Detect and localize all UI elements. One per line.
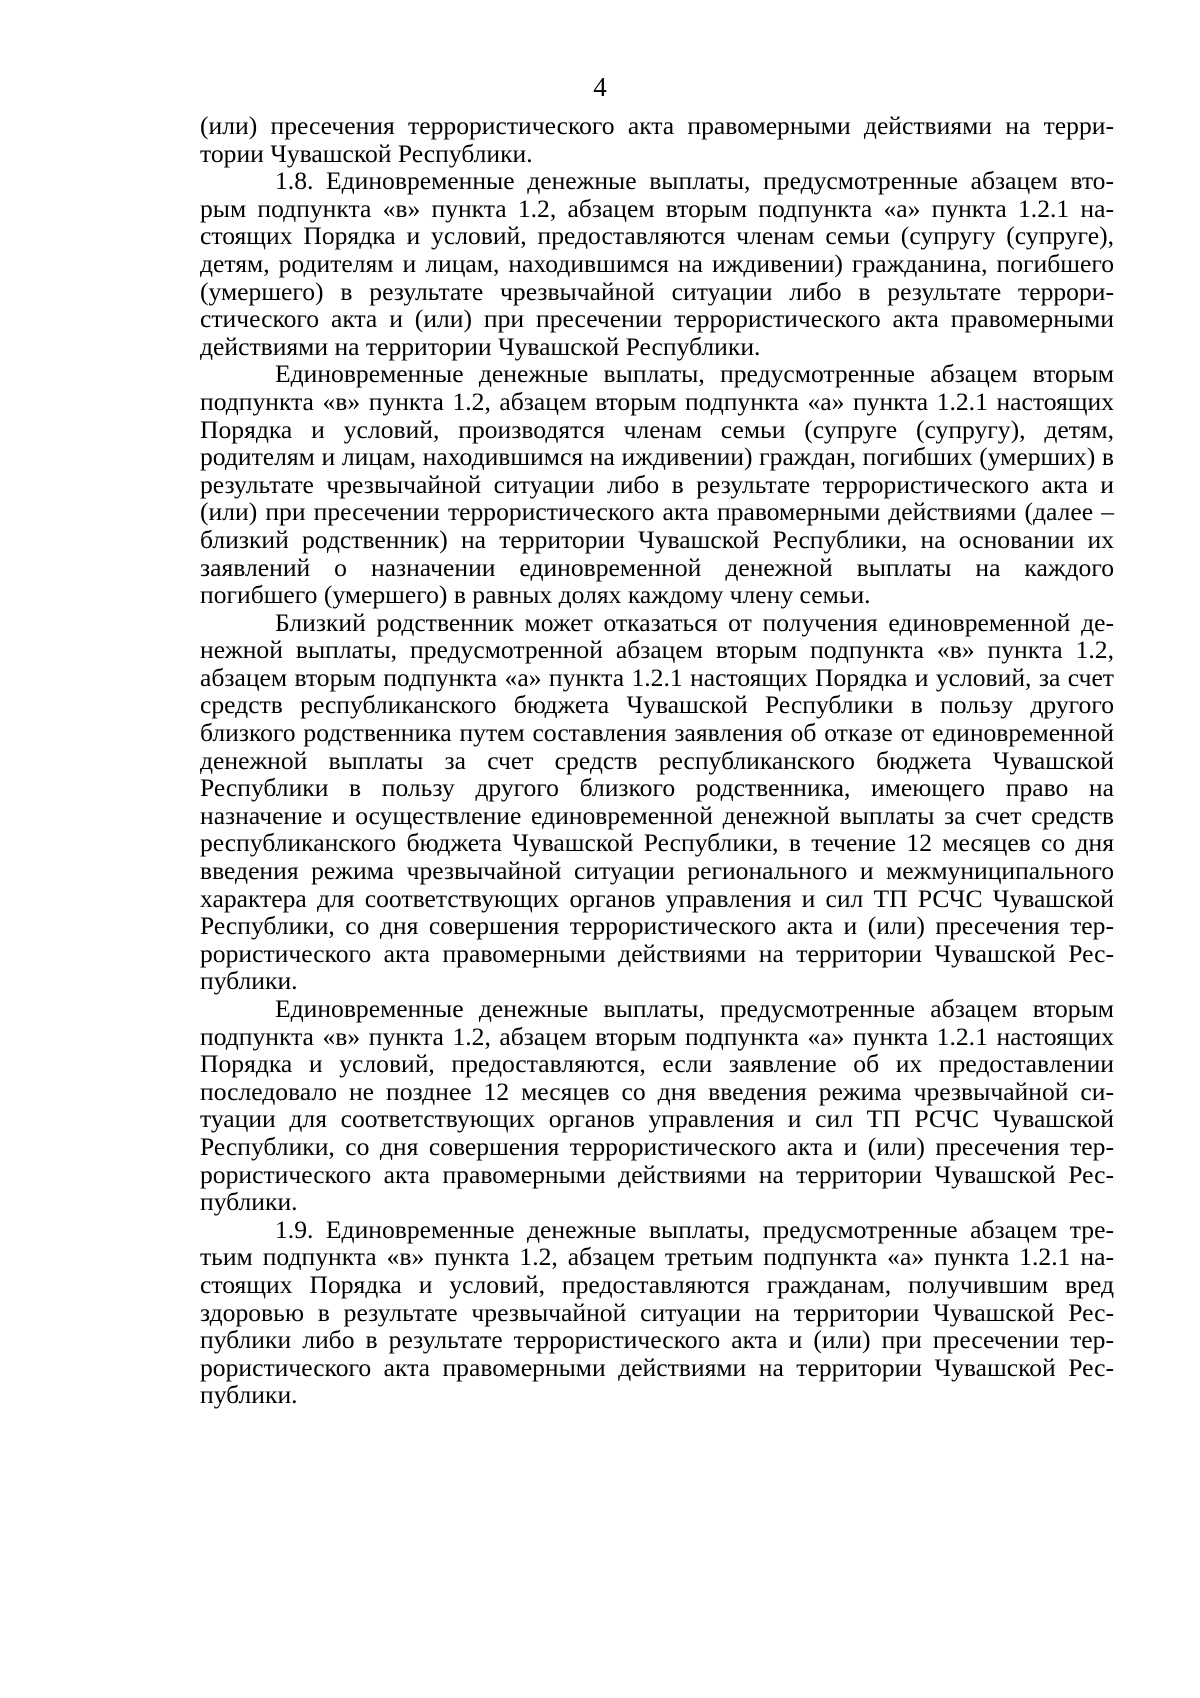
paragraph-continuation: (или) пресечения террористического акта правомерными действиями на территории Чувашской Республики. (200, 111, 1114, 168)
paragraph-1-8: 1.8. Единовременные денежные выплаты, предусмотренные абзацем вторым подпункта «в» пункта 1.2, абзацем вторым подпункта «а» пункта 1.2.1 настоящих Порядка и условий, предоставляются членам семьи (супругу (супруге), детям, родителям и лицам, находившимся на иждивении) гражданина, погибшего (умершего) в результате чрезвычайной ситуации либо в результате террористического акта и (или) при пресечении террористического акта правомерными действиями на территории Чувашской Республики. (200, 166, 1114, 361)
document-body (200, 112, 1114, 1409)
paragraph-relative-refusal: Близкий родственник может отказаться от получения единовременной денежной выплаты, предусмотренной абзацем вторым подпункта «в» пункта 1.2, абзацем вторым подпункта «а» пункта 1.2.1 настоящих Порядка и условий, за счет средств республиканского бюджета Чувашской Республики в пользу другого близкого родственника путем составления заявления об отказе от единовременной денежной выплаты за счет средств республиканского бюджета Чувашской Республики в пользу другого близкого родственника, имеющего право на назначение и осуществление единовременной денежной выплаты за счет средств республиканского бюджета Чувашской Республики, в течение 12 месяцев со дня введения режима чрезвычайной ситуации регионального и межмуниципального характера для соответствующих органов управления и сил ТП РСЧС Чувашской Республики, со дня совершения террористического акта и (или) пресечения террористического акта правомерными действиями на территории Чувашской Республики. (200, 607, 1114, 996)
paragraph-1-9: 1.9. Единовременные денежные выплаты, предусмотренные абзацем третьим подпункта «в» пункта 1.2, абзацем третьим подпункта «а» пункта 1.2.1 настоящих Порядка и условий, предоставляются гражданам, получившим вред здоровью в результате чрезвычайной ситуации на территории Чувашской Республики либо в результате террористического акта и (или) при пресечении террористического акта правомерными действиями на территории Чувашской Республики. (200, 1214, 1114, 1410)
paragraph-application-deadline: Единовременные денежные выплаты, предусмотренные абзацем вторым подпункта «в» пункта 1.2, абзацем вторым подпункта «а» пункта 1.2.1 настоящих Порядка и условий, предоставляются, если заявление об их предоставлении последовало не позднее 12 месяцев со дня введения режима чрезвычайной ситуации для соответствующих органов управления и сил ТП РСЧС Чувашской Республики, со дня совершения террористического акта и (или) пресечения террористического акта правомерными действиями на территории Чувашской Республики. (200, 994, 1114, 1217)
paragraph-payments-to-family: Единовременные денежные выплаты, предусмотренные абзацем вторым подпункта «в» пункта 1.2, абзацем вторым подпункта «а» пункта 1.2.1 настоящих Порядка и условий, производятся членам семьи (супруге (супругу), детям, родителям и лицам, находившимся на иждивении) граждан, погибших (умерших) в результате чрезвычайной ситуации либо в результате террористического акта и (или) при пресечении террористического акта правомерными действиями (далее – близкий родственник) на территории Чувашской Республики, на основании их заявлений о назначении единовременной денежной выплаты на каждого погибшего (умершего) в равных долях каждому члену семьи. (200, 359, 1114, 610)
page-number: 4 (593, 72, 607, 102)
